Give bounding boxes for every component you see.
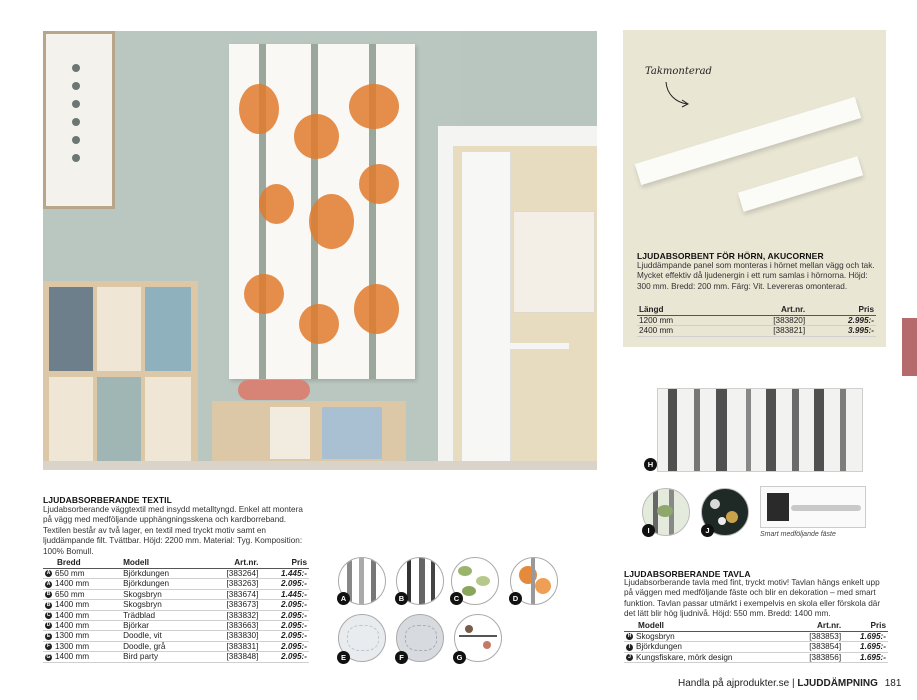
swatch-badge: B bbox=[395, 592, 408, 605]
cell-model: Skogsbryn bbox=[121, 600, 202, 610]
cell-art: [383264] bbox=[202, 569, 260, 579]
row-badge: H bbox=[627, 633, 632, 640]
cell-art: [383832] bbox=[202, 610, 260, 620]
window bbox=[513, 211, 595, 313]
table-row bbox=[637, 316, 876, 326]
row-badge: A bbox=[46, 570, 51, 577]
cell-model: Doodle, vit bbox=[121, 631, 202, 641]
table-row bbox=[43, 631, 309, 641]
cell-model bbox=[624, 652, 789, 662]
cell-art: [383854] bbox=[789, 642, 843, 652]
table-row bbox=[43, 610, 309, 620]
swatch-badge: E bbox=[337, 651, 350, 664]
corner-title: LJUDABSORBENT FÖR HÖRN, AKUCORNER bbox=[637, 251, 824, 261]
cell-price: 2.095:- bbox=[260, 631, 309, 641]
col-price: Pris bbox=[843, 620, 888, 632]
room-photo bbox=[43, 31, 597, 470]
product-badge: I bbox=[642, 524, 655, 537]
col-price: Pris bbox=[260, 557, 309, 569]
table-row bbox=[43, 641, 309, 651]
col-art: Art.nr. bbox=[789, 620, 843, 632]
callout-arrow-icon bbox=[663, 80, 693, 110]
col-length: Längd bbox=[637, 304, 725, 316]
board-price-table bbox=[624, 620, 888, 663]
cell-price: 3.995:- bbox=[807, 326, 876, 336]
table-row bbox=[624, 652, 888, 662]
cell-art: [383856] bbox=[789, 652, 843, 662]
cell-price: 1.695:- bbox=[843, 632, 888, 642]
width-value: 1400 mm bbox=[55, 600, 90, 610]
cell-price: 1.445:- bbox=[260, 589, 309, 599]
cell-width bbox=[43, 589, 121, 599]
table-row bbox=[43, 589, 309, 599]
cell-model: Bird party bbox=[121, 652, 202, 662]
row-badge: I bbox=[626, 644, 633, 651]
cell-width bbox=[43, 610, 121, 620]
col-model: Modell bbox=[121, 557, 202, 569]
cell-width bbox=[43, 652, 121, 662]
textile-price-table bbox=[43, 557, 309, 663]
width-value: 1300 mm bbox=[55, 641, 90, 651]
corner-price-table bbox=[637, 304, 876, 337]
model-value: Skogsbryn bbox=[636, 632, 675, 641]
cell-width bbox=[43, 631, 121, 641]
width-value: 1400 mm bbox=[55, 621, 90, 631]
corner-panel-photo bbox=[623, 30, 886, 347]
cell-price: 2.095:- bbox=[260, 641, 309, 651]
textile-wall-hanging bbox=[229, 44, 415, 379]
row-badge: A bbox=[46, 580, 51, 587]
cell-price: 2.095:- bbox=[260, 600, 309, 610]
cell-art: [383820] bbox=[725, 316, 807, 326]
page-footer bbox=[678, 678, 901, 689]
cell-length: 2400 mm bbox=[637, 326, 725, 336]
bracket-rail bbox=[791, 505, 861, 511]
page-number: 181 bbox=[884, 678, 902, 689]
row-badge: G bbox=[46, 653, 51, 660]
width-value: 1400 mm bbox=[55, 652, 90, 662]
row-badge: F bbox=[46, 643, 51, 650]
textile-description: Ljudabsorberande väggtextil med insydd metalltyngd. Enkel att montera på vägg med medföljande upphängningsskena och kardborreband. Textilen består av två lager, en textil med tryckt motiv samt en ljuddämpande filt. Tvättbar. Höjd: 2200 mm. Material: Tyg. Komposition: 100% Bomull. bbox=[43, 505, 303, 556]
cell-price: 2.995:- bbox=[807, 316, 876, 326]
table-row bbox=[43, 569, 309, 579]
model-value: Björkdungen bbox=[636, 642, 682, 652]
bookshelf bbox=[43, 281, 198, 470]
cell-price: 1.445:- bbox=[260, 569, 309, 579]
swatch-badge: F bbox=[395, 651, 408, 664]
ceiling-mounted-callout: Takmonterad bbox=[645, 66, 712, 77]
table-row bbox=[624, 632, 888, 642]
width-value: 650 mm bbox=[55, 589, 85, 599]
swatch-badge: A bbox=[337, 592, 350, 605]
row-badge: J bbox=[626, 654, 633, 661]
cell-width bbox=[43, 569, 121, 579]
cell-width bbox=[43, 621, 121, 631]
product-badge: H bbox=[644, 458, 657, 471]
table-row bbox=[624, 642, 888, 652]
corner-description: Ljuddämpande panel som monteras i hörnet mellan vägg och tak. Mycket effektiv då ljudenergin i ett rum samlas i hörnorna. Höjd: 300 mm. Bredd: 200 mm. Färg: Vit. Levereras omonterad. bbox=[637, 261, 875, 291]
cell-width bbox=[43, 641, 121, 651]
cell-model bbox=[624, 642, 789, 652]
cell-art: [383263] bbox=[202, 579, 260, 589]
section-tab bbox=[902, 318, 917, 376]
row-badge: B bbox=[46, 591, 51, 598]
cell-art: [383853] bbox=[789, 632, 843, 642]
model-value: Kungsfiskare, mörk design bbox=[636, 652, 733, 662]
cell-art: [383663] bbox=[202, 621, 260, 631]
footer-shop-link[interactable]: Handla på ajprodukter.se bbox=[678, 678, 790, 689]
cell-width bbox=[43, 600, 121, 610]
footer-separator: | bbox=[791, 678, 795, 689]
cell-price: 1.695:- bbox=[843, 642, 888, 652]
width-value: 1400 mm bbox=[55, 579, 90, 589]
bracket-block bbox=[767, 493, 789, 521]
bench bbox=[212, 401, 406, 463]
table bbox=[509, 343, 569, 349]
width-value: 1300 mm bbox=[55, 631, 90, 641]
table-row bbox=[43, 600, 309, 610]
col-model: Modell bbox=[624, 620, 789, 632]
footer-section: LJUDDÄMPNING bbox=[797, 678, 878, 689]
col-price: Pris bbox=[807, 304, 876, 316]
cell-art: [383831] bbox=[202, 641, 260, 651]
row-badge: D bbox=[46, 622, 51, 629]
cell-price: 2.095:- bbox=[260, 621, 309, 631]
cushion bbox=[238, 380, 310, 400]
poster bbox=[43, 31, 115, 209]
swatch-badge: D bbox=[509, 592, 522, 605]
table-row bbox=[43, 621, 309, 631]
width-value: 650 mm bbox=[55, 569, 85, 578]
cell-model: Björkar bbox=[121, 621, 202, 631]
floor bbox=[43, 461, 597, 470]
cell-art: [383848] bbox=[202, 652, 260, 662]
cell-price: 1.695:- bbox=[843, 652, 888, 662]
col-width: Bredd bbox=[43, 557, 121, 569]
cell-art: [383821] bbox=[725, 326, 807, 336]
corner-panel-short bbox=[738, 156, 863, 212]
mount-bracket-photo bbox=[760, 486, 866, 528]
col-art: Art.nr. bbox=[202, 557, 260, 569]
cell-model: Björkdungen bbox=[121, 579, 202, 589]
swatch-badge: C bbox=[450, 592, 463, 605]
row-badge: B bbox=[46, 601, 51, 608]
col-art: Art.nr. bbox=[725, 304, 807, 316]
table-row bbox=[43, 579, 309, 589]
acoustic-board-photo bbox=[657, 388, 863, 472]
table-row bbox=[43, 652, 309, 662]
board-description: Ljudabsorberande tavla med fint, tryckt motiv! Tavlan hängs enkelt upp på väggen med medföljande fäste och blir en dekoration – med smart funktion. Tavlan passar utmärkt i exempelvis en skola eller förskola där det lätt blir hög ljudnivå. Höjd: 550 mm. Bredd: 1400 mm. bbox=[624, 578, 881, 619]
product-badge: J bbox=[701, 524, 714, 537]
cell-art: [383830] bbox=[202, 631, 260, 641]
cell-model bbox=[624, 632, 789, 642]
row-badge: E bbox=[46, 632, 51, 639]
cell-price: 2.095:- bbox=[260, 610, 309, 620]
board-title: LJUDABSORBERANDE TAVLA bbox=[624, 569, 751, 579]
cell-price: 2.095:- bbox=[260, 652, 309, 662]
row-badge: C bbox=[46, 611, 51, 618]
cell-model: Doodle, grå bbox=[121, 641, 202, 651]
width-value: 1400 mm bbox=[55, 610, 90, 620]
cell-model: Björkdungen bbox=[121, 569, 202, 579]
swatch-badge: G bbox=[453, 651, 466, 664]
cell-art: [383673] bbox=[202, 600, 260, 610]
textile-title: LJUDABSORBERANDE TEXTIL bbox=[43, 495, 172, 505]
cell-width bbox=[43, 579, 121, 589]
cell-model: Skogsbryn bbox=[121, 589, 202, 599]
cell-art: [383674] bbox=[202, 589, 260, 599]
mount-caption: Smart medföljande fäste bbox=[760, 531, 836, 538]
cell-price: 2.095:- bbox=[260, 579, 309, 589]
door bbox=[461, 151, 511, 463]
table-row bbox=[637, 326, 876, 336]
cell-length: 1200 mm bbox=[637, 316, 725, 326]
cell-model: Trädblad bbox=[121, 610, 202, 620]
